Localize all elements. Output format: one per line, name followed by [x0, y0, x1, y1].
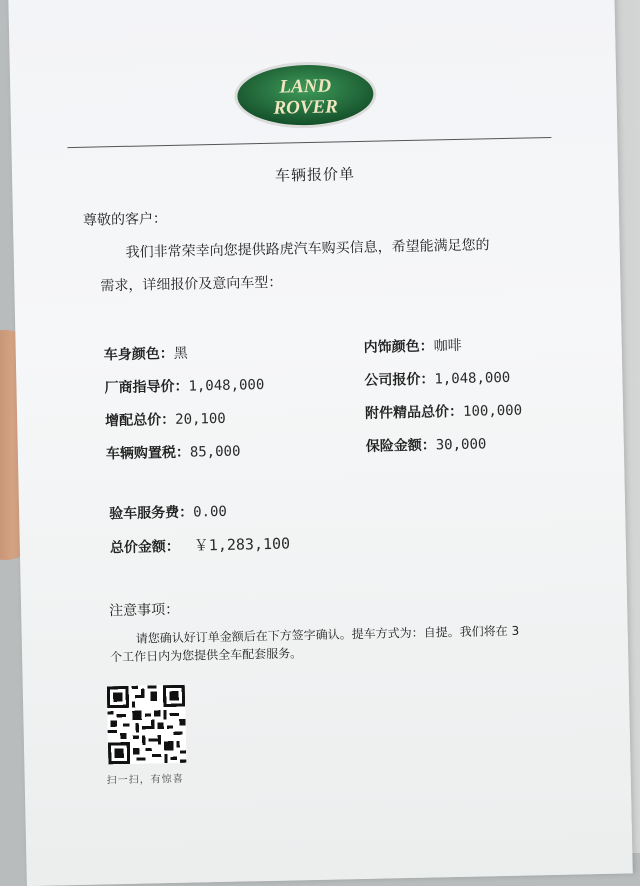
qr-code	[107, 685, 187, 765]
inspection-fee-label: 验车服务费：	[108, 504, 194, 523]
purchase-tax-value: 85,000	[189, 443, 241, 461]
salutation: 尊敬的客户：	[82, 211, 168, 229]
intro-line-1: 我们非常荣幸向您提供路虎汽车购买信息，希望能满足您的	[125, 237, 490, 261]
logo-text-land: LAND	[279, 75, 332, 98]
land-rover-logo	[232, 59, 379, 132]
purchase-tax-row	[106, 441, 241, 464]
quotation-paper	[8, 0, 633, 886]
company-quote-value: 1,048,000	[434, 369, 511, 388]
accessories-total-value: 100,000	[462, 402, 523, 420]
interior-color-label: 内饰颜色：	[363, 338, 434, 356]
addon-total-row	[105, 408, 226, 431]
accessories-total-label: 附件精品总价：	[364, 403, 464, 422]
notes-line-1: 请您确认好订单金额后在下方签字确认。提车方式为：自提。我们将在 3	[135, 623, 520, 646]
total-value: ￥1,283,100	[193, 534, 291, 555]
body-color-label: 车身颜色：	[103, 345, 174, 364]
intro-line-2: 需求，详细报价及意向车型：	[100, 274, 283, 295]
msrp-row	[104, 374, 264, 397]
insurance-row	[366, 433, 487, 456]
msrp-value: 1,048,000	[188, 377, 265, 395]
body-color-value: 黑	[173, 345, 188, 362]
qr-caption: 扫一扫，有惊喜	[106, 773, 184, 787]
addon-total-value: 20,100	[175, 410, 226, 428]
accessories-total-row	[365, 400, 522, 423]
body-color-row	[104, 343, 188, 365]
company-quote-label: 公司报价：	[364, 371, 435, 389]
purchase-tax-label: 车辆购置税：	[105, 444, 191, 463]
total-row	[110, 533, 291, 558]
total-label: 总价金额：	[109, 538, 181, 557]
msrp-label: 厂商指导价：	[104, 378, 189, 397]
header-divider	[67, 137, 551, 148]
interior-color-row	[363, 335, 461, 357]
logo-text-rover: ROVER	[273, 96, 339, 119]
notes-heading: 注意事项：	[109, 601, 180, 620]
company-quote-row	[364, 367, 510, 390]
insurance-value: 30,000	[435, 436, 487, 454]
inspection-fee-value: 0.00	[192, 503, 228, 521]
insurance-label: 保险金额：	[365, 437, 436, 455]
notes-line-2: 个工作日内为您提供全车配套服务。	[109, 646, 303, 665]
interior-color-value: 咖啡	[433, 337, 462, 355]
document-title: 车辆报价单	[274, 165, 356, 185]
inspection-fee-row	[109, 501, 227, 523]
addon-total-label: 增配总价：	[105, 411, 176, 430]
